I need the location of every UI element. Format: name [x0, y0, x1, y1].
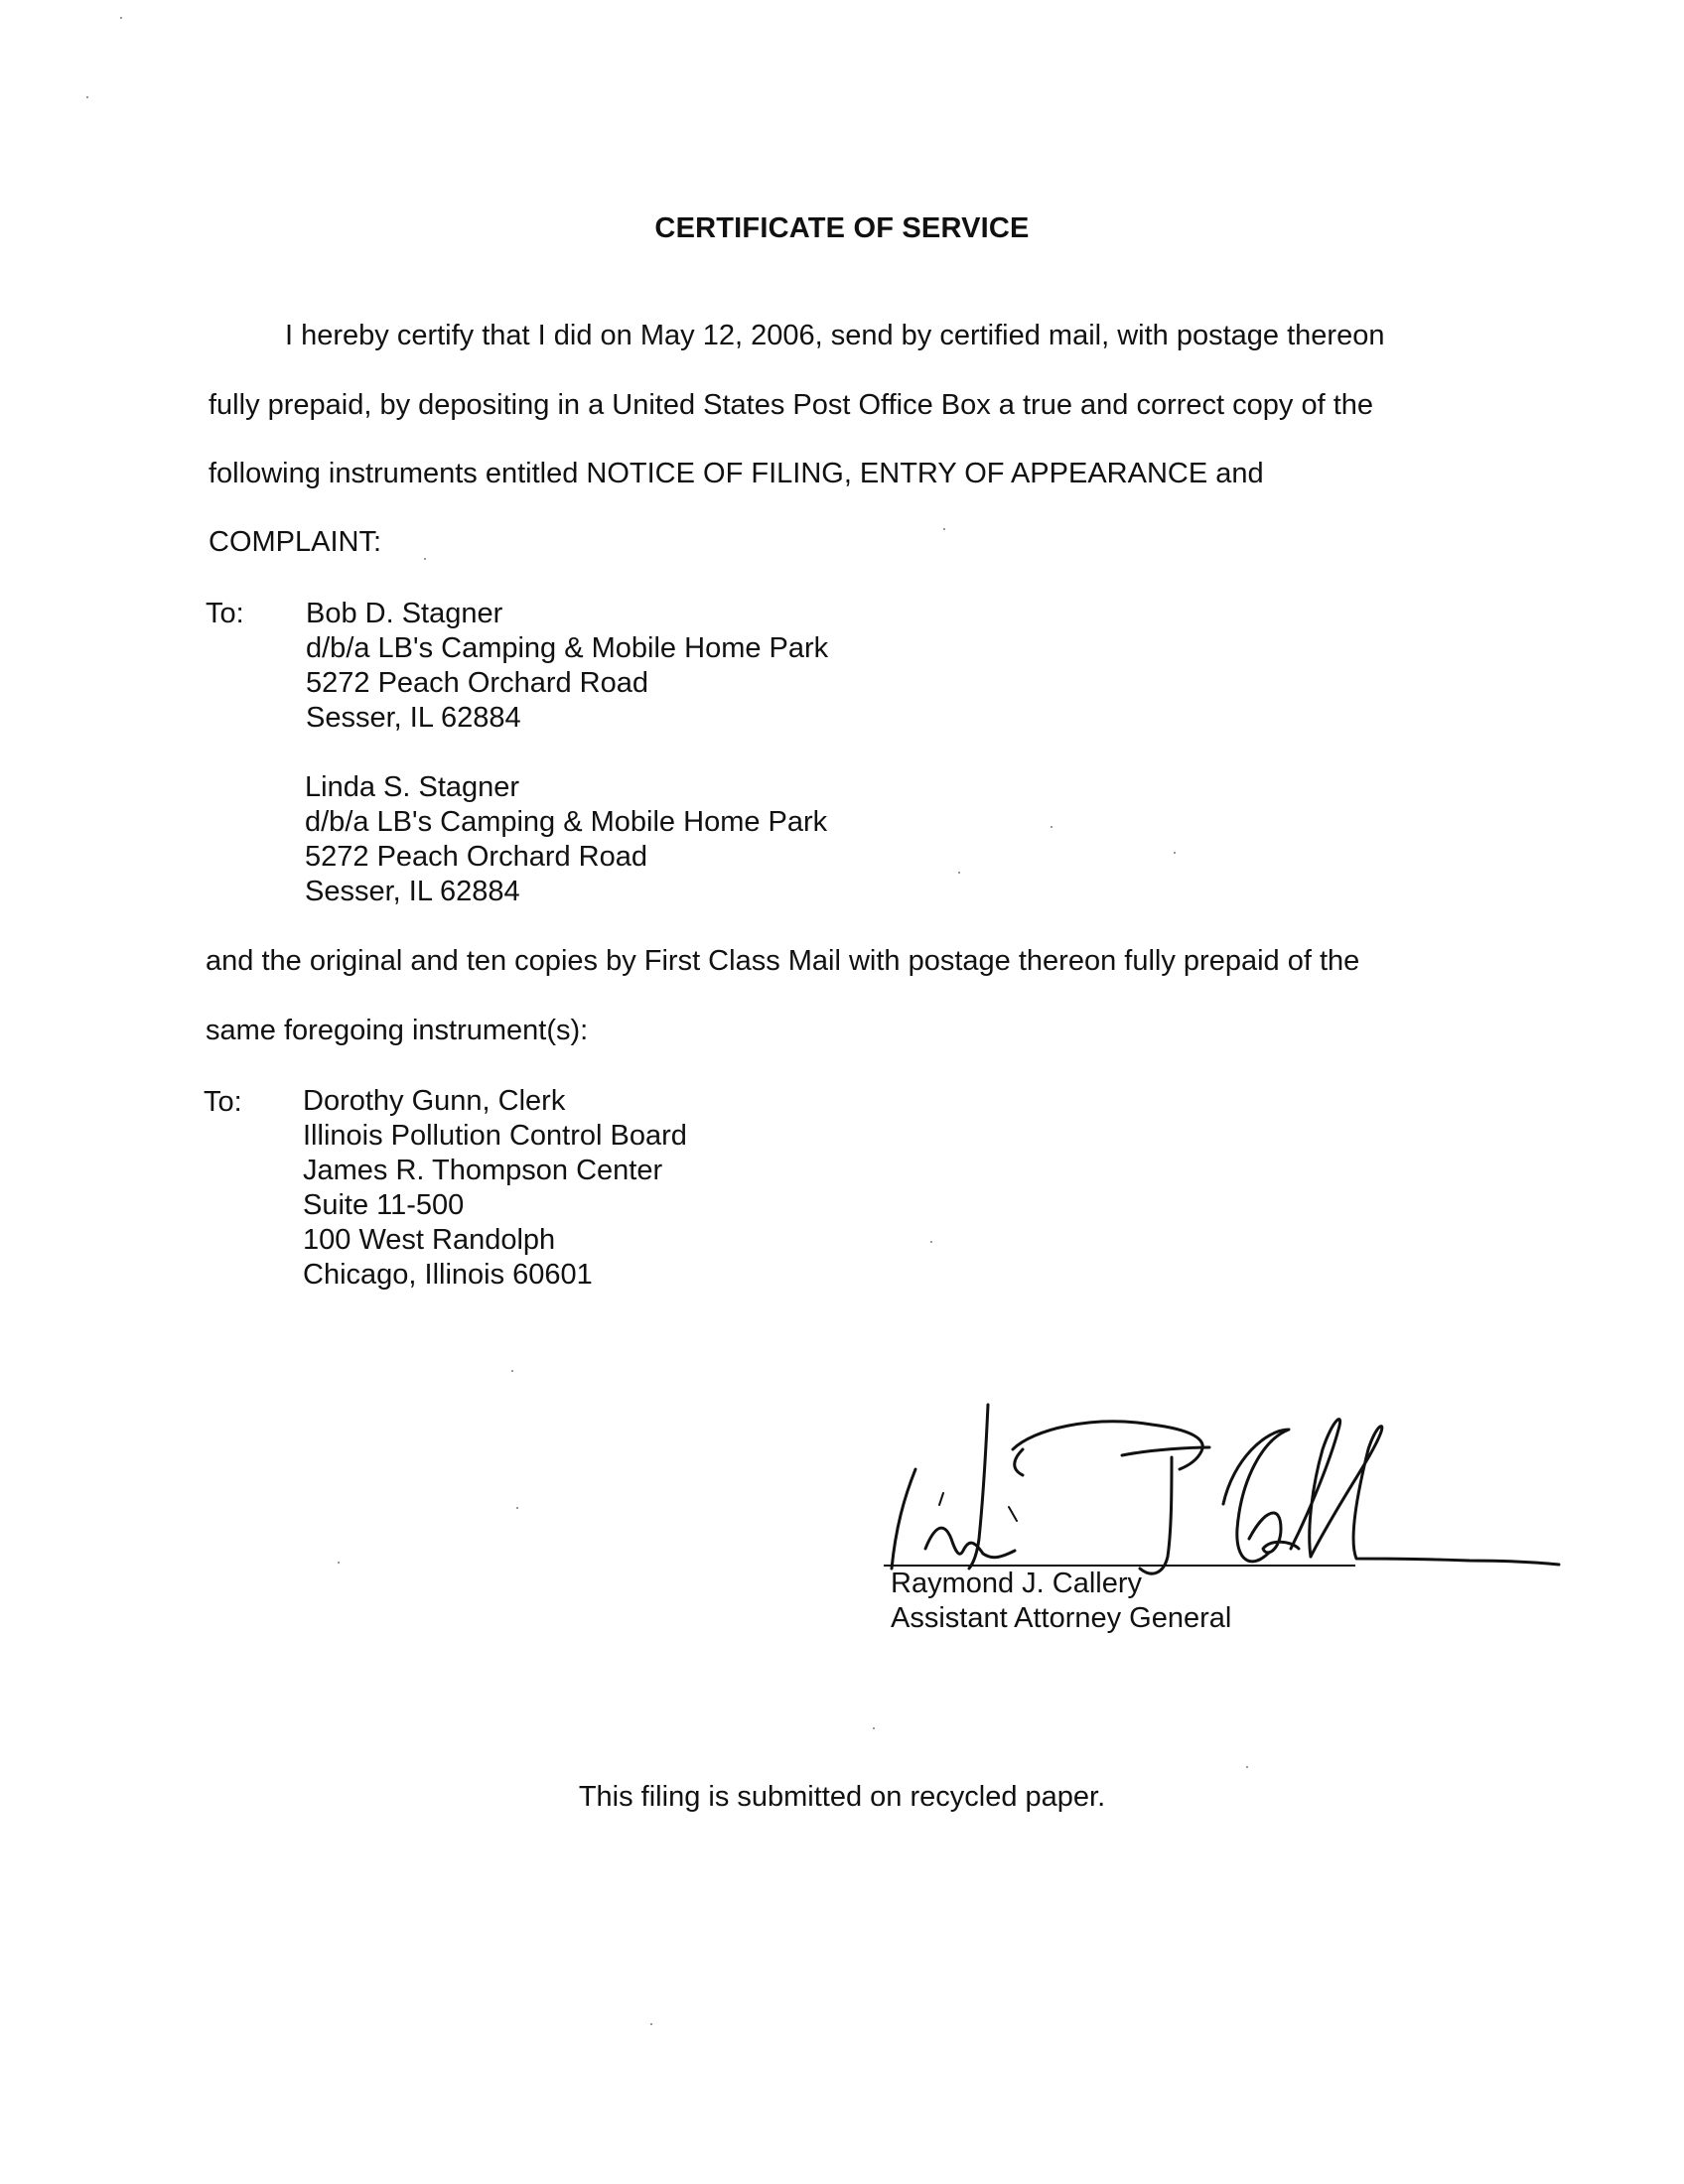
to-label-second: To:	[204, 1086, 242, 1118]
scan-speck	[516, 1507, 518, 1509]
scan-speck	[1246, 1766, 1248, 1768]
recipient-1-street: 5272 Peach Orchard Road	[306, 667, 648, 699]
recipient-1-city: Sesser, IL 62884	[306, 702, 521, 734]
scan-speck	[511, 1370, 513, 1372]
signer-name: Raymond J. Callery	[891, 1568, 1143, 1599]
scan-speck	[873, 1727, 875, 1729]
clerk-board: Illinois Pollution Control Board	[303, 1120, 687, 1152]
clerk-center: James R. Thompson Center	[303, 1155, 663, 1186]
clerk-city: Chicago, Illinois 60601	[303, 1259, 593, 1291]
recipient-1-name: Bob D. Stagner	[306, 598, 503, 629]
clerk-address	[303, 1084, 687, 1293]
recipient-2-street: 5272 Peach Orchard Road	[305, 841, 647, 873]
signer-block	[891, 1567, 1231, 1636]
scan-speck	[958, 872, 960, 874]
recipient-2-city: Sesser, IL 62884	[305, 876, 520, 907]
handwritten-signature-icon	[874, 1390, 1569, 1588]
paragraph2-line-1: and the original and ten copies by First Class Mail with postage thereon fully prepaid of the	[206, 945, 1360, 977]
paragraph1-line-3: following instruments entitled NOTICE OF FILING, ENTRY OF APPEARANCE and	[209, 458, 1264, 489]
scan-speck	[1051, 826, 1052, 828]
scan-speck	[120, 17, 122, 19]
recycled-paper-note: This filing is submitted on recycled paper.	[578, 1781, 1106, 1813]
recipient-2-business: d/b/a LB's Camping & Mobile Home Park	[305, 806, 828, 838]
paragraph1-line-2: fully prepaid, by depositing in a United States Post Office Box a true and correct copy of the	[209, 389, 1374, 421]
paragraph1-line-4: COMPLAINT:	[209, 526, 382, 558]
signer-title: Assistant Attorney General	[891, 1602, 1232, 1634]
scan-speck	[424, 558, 426, 560]
scan-speck	[930, 1241, 932, 1243]
scan-speck	[338, 1562, 340, 1564]
recipient-1-business: d/b/a LB's Camping & Mobile Home Park	[306, 632, 829, 664]
recipient-2-name: Linda S. Stagner	[305, 771, 520, 803]
recipient-address-1	[306, 597, 828, 736]
paragraph1-line-1: I hereby certify that I did on May 12, 2006, send by certified mail, with postage thereon	[285, 320, 1385, 351]
recipient-address-2	[305, 770, 827, 909]
document-title: CERTIFICATE OF SERVICE	[654, 212, 1030, 244]
scan-speck	[650, 2023, 652, 2025]
to-label-first: To:	[206, 598, 244, 629]
scan-speck	[86, 96, 88, 98]
scan-speck	[1174, 852, 1176, 854]
clerk-street: 100 West Randolph	[303, 1224, 556, 1256]
clerk-suite: Suite 11-500	[303, 1189, 465, 1221]
clerk-name: Dorothy Gunn, Clerk	[303, 1085, 566, 1117]
scan-speck	[943, 528, 945, 530]
paragraph2-line-2: same foregoing instrument(s):	[206, 1015, 589, 1046]
